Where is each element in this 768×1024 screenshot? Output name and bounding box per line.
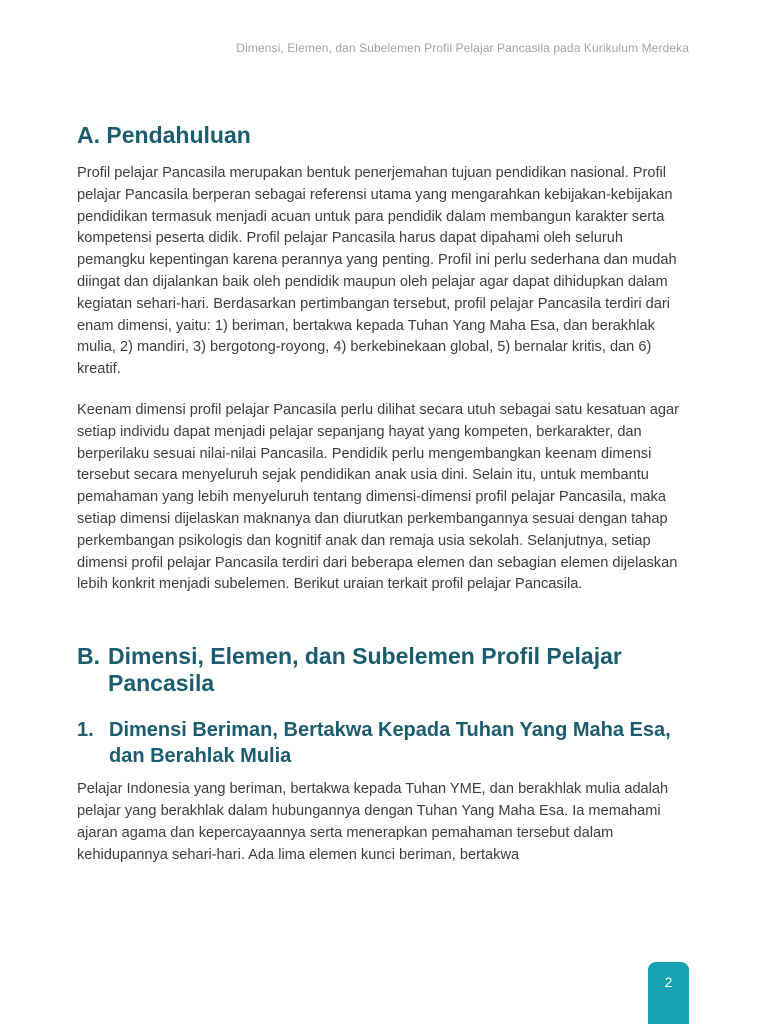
- subsection-1-heading: [77, 717, 691, 769]
- subsection-1-title: Dimensi Beriman, Bertakwa Kepada Tuhan Yang Maha Esa, dan Berahlak Mulia: [109, 719, 671, 768]
- page-number: 2: [664, 974, 673, 990]
- section-b-number: B.: [77, 643, 100, 670]
- section-a-heading: A. Pendahuluan: [77, 122, 251, 148]
- section-b-title: Dimensi, Elemen, dan Subelemen Profil Pelajar Pancasila: [108, 643, 622, 697]
- subsection-1-number: 1.: [77, 719, 94, 742]
- running-header: Dimensi, Elemen, dan Subelemen Profil Pelajar Pancasila pada Kurikulum Merdeka: [236, 41, 689, 55]
- section-b-heading: [77, 643, 691, 697]
- intro-paragraph-2: Keenam dimensi profil pelajar Pancasila perlu dilihat secara utuh sebagai satu kesatuan agar setiap individu dapat menjadi pelajar sepanjang hayat yang kompeten, berkarakter, dan berperilaku sesuai nilai-nilai Pancasila. Pendidik perlu mengembangkan keenam dimensi tersebut secara menyeluruh sejak pendidikan anak usia dini. Selain itu, untuk membantu pemahaman yang lebih menyeluruh tentang dimensi-dimensi profil pelajar Pancasila, maka setiap dimensi dijelaskan maknanya dan diurutkan perkembangannya sesuai dengan tahap perkembangan psikologis dan kognitif anak dan remaja usia sekolah. Selanjutnya, setiap dimensi profil pelajar Pancasila terdiri dari beberapa elemen dan sebagian elemen dijelaskan lebih konkrit menjadi subelemen. Berikut uraian terkait profil pelajar Pancasila.: [77, 401, 679, 593]
- intro-paragraph-1: Profil pelajar Pancasila merupakan bentuk penerjemahan tujuan pendidikan nasional. Profil pelajar Pancasila berperan sebagai referensi utama yang mengarahkan kebijakan-kebijakan pendidikan termasuk menjadi acuan untuk para pendidik dalam membangun karakter serta kompetensi peserta didik. Profil pelajar Pancasila harus dapat dipahami oleh seluruh pemangku kepentingan karena perannya yang penting. Profil ini perlu sederhana dan mudah diingat dan dijalankan baik oleh pendidik maupun oleh pelajar agar dapat dihidupkan dalam kegiatan sehari-hari. Berdasarkan pertimbangan tersebut, profil pelajar Pancasila terdiri dari enam dimensi, yaitu: 1) beriman, bertakwa kepada Tuhan Yang Maha Esa, dan berakhlak mulia, 2) mandiri, 3) bergotong-royong, 4) berkebinekaan global, 5) bernalar kritis, dan 6) kreatif.: [77, 165, 677, 378]
- page-number-tab: [648, 962, 689, 1024]
- page-content: [77, 119, 691, 866]
- subsection-1-paragraph: Pelajar Indonesia yang beriman, bertakwa kepada Tuhan YME, dan berakhlak mulia adalah pelajar yang berakhlak dalam hubungannya dengan Tuhan Yang Maha Esa. Ia memahami ajaran agama dan kepercayaannya serta menerapkan pemahaman tersebut dalam kehidupannya sehari-hari. Ada lima elemen kunci beriman, bertakwa: [77, 781, 669, 863]
